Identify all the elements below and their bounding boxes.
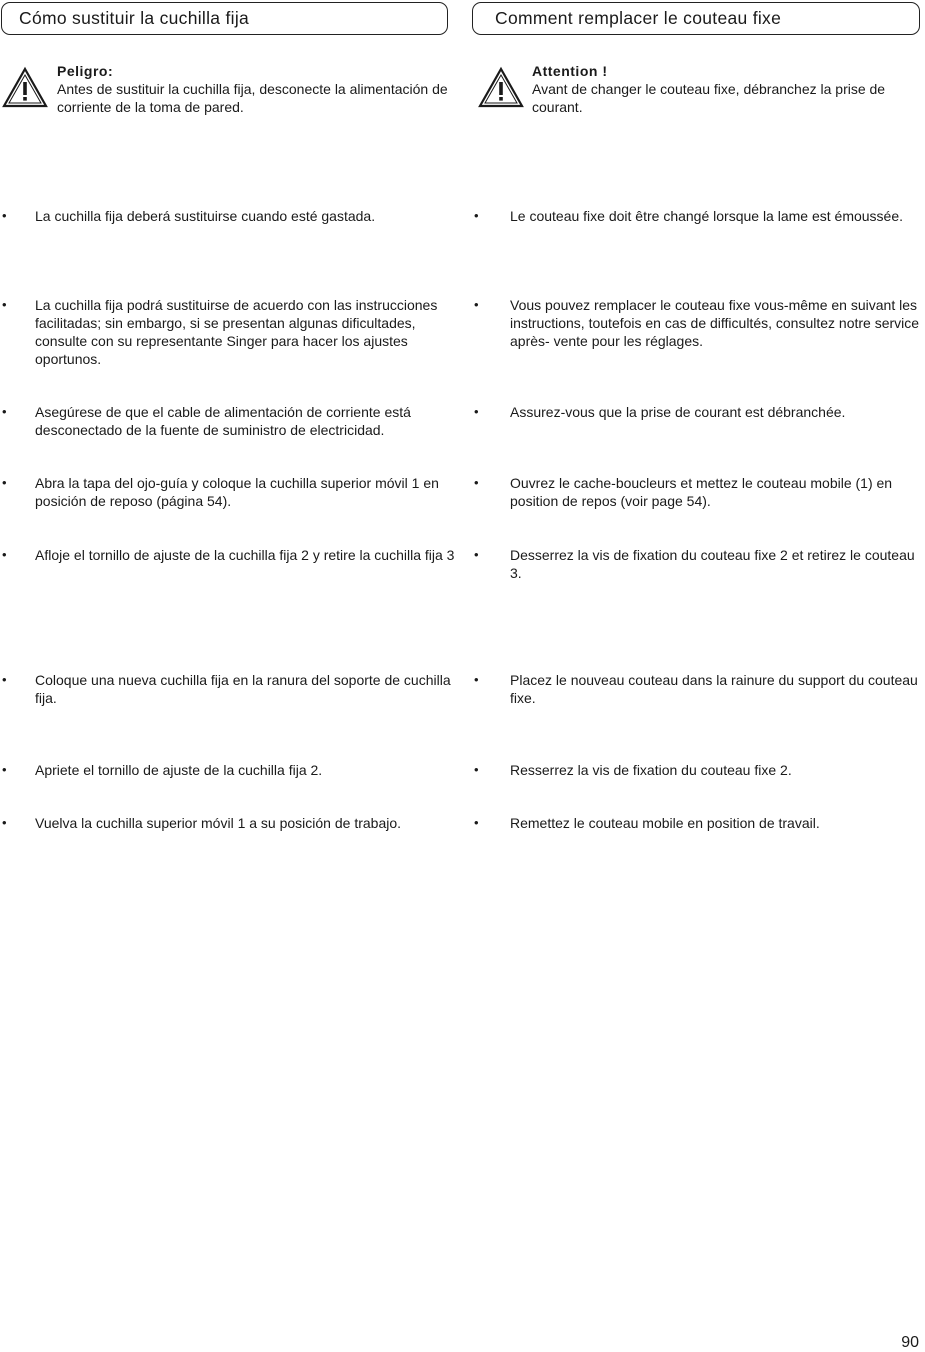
bullet-icon: •	[2, 672, 7, 687]
bullet-icon: •	[2, 547, 7, 562]
spanish-warning-message: Antes de sustituir la cuchilla fija, desconecte la alimentación de corriente de la toma de pared.	[57, 81, 448, 115]
page-number: 90	[901, 1334, 919, 1351]
bullet-icon: •	[474, 672, 479, 687]
spanish-step-text: Coloque una nueva cuchilla fija en la ranura del soporte de cuchilla fija.	[35, 672, 451, 706]
french-section-title: Comment remplacer le couteau fixe	[495, 8, 782, 28]
spanish-step-text: Apriete el tornillo de ajuste de la cuchilla fija 2.	[35, 762, 323, 778]
spanish-section-title: Cómo sustituir la cuchilla fija	[19, 8, 250, 28]
spanish-step-text: La cuchilla fija podrá sustituirse de acuerdo con las instrucciones facilitadas; sin embargo, si se presentan algunas dificultades, consulte con su representante Singer para hacer los ajustes oportunos.	[35, 297, 438, 367]
spanish-step-text: Asegúrese de que el cable de alimentación de corriente está desconectado de la fuente de suministro de electricidad.	[35, 404, 411, 438]
spanish-step-text: Afloje el tornillo de ajuste de la cuchilla fija 2 y retire la cuchilla fija 3	[35, 547, 455, 563]
bullet-icon: •	[474, 475, 479, 490]
spanish-section-header	[1, 2, 448, 35]
bullet-icon: •	[2, 815, 7, 830]
bullet-icon: •	[474, 404, 479, 419]
french-step-text: Vous pouvez remplacer le couteau fixe vous-même en suivant les instructions, toutefois en cas de difficultés, consultez notre service après- vente pour les réglages.	[510, 297, 920, 349]
bullet-icon: •	[2, 404, 7, 419]
bullet-icon: •	[474, 547, 479, 562]
bullet-icon: •	[2, 475, 7, 490]
spanish-warning-text-block	[57, 62, 457, 116]
bullet-icon: •	[2, 762, 7, 777]
bullet-icon: •	[474, 208, 479, 223]
french-warning-text-block	[532, 62, 925, 116]
spanish-warning-label: Peligro:	[57, 63, 114, 79]
bullet-icon: •	[474, 815, 479, 830]
french-warning-label: Attention !	[532, 63, 608, 79]
bullet-icon: •	[474, 297, 479, 312]
warning-triangle-icon	[478, 66, 524, 108]
spanish-step-text: Vuelva la cuchilla superior móvil 1 a su posición de trabajo.	[35, 815, 402, 831]
french-step-text: Desserrez la vis de fixation du couteau fixe 2 et retirez le couteau 3.	[510, 547, 915, 581]
spanish-step-text: La cuchilla fija deberá sustituirse cuando esté gastada.	[35, 208, 376, 224]
warning-triangle-icon	[2, 66, 48, 108]
french-step-text: Placez le nouveau couteau dans la rainure du support du couteau fixe.	[510, 672, 918, 706]
french-section-header	[472, 2, 920, 35]
french-step-text: Le couteau fixe doit être changé lorsque la lame est émoussée.	[510, 208, 904, 224]
french-step-text: Remettez le couteau mobile en position de travail.	[510, 815, 820, 831]
french-warning-message: Avant de changer le couteau fixe, débranchez la prise de courant.	[532, 81, 886, 115]
bullet-icon: •	[2, 297, 7, 312]
bullet-icon: •	[474, 762, 479, 777]
spanish-step-text: Abra la tapa del ojo-guía y coloque la cuchilla superior móvil 1 en posición de reposo (página 54).	[35, 475, 439, 509]
bullet-icon: •	[2, 208, 7, 223]
french-step-text: Ouvrez le cache-boucleurs et mettez le couteau mobile (1) en position de repos (voir page 54).	[510, 475, 893, 509]
french-step-text: Resserrez la vis de fixation du couteau fixe 2.	[510, 762, 792, 778]
french-step-text: Assurez-vous que la prise de courant est débranchée.	[510, 404, 846, 420]
